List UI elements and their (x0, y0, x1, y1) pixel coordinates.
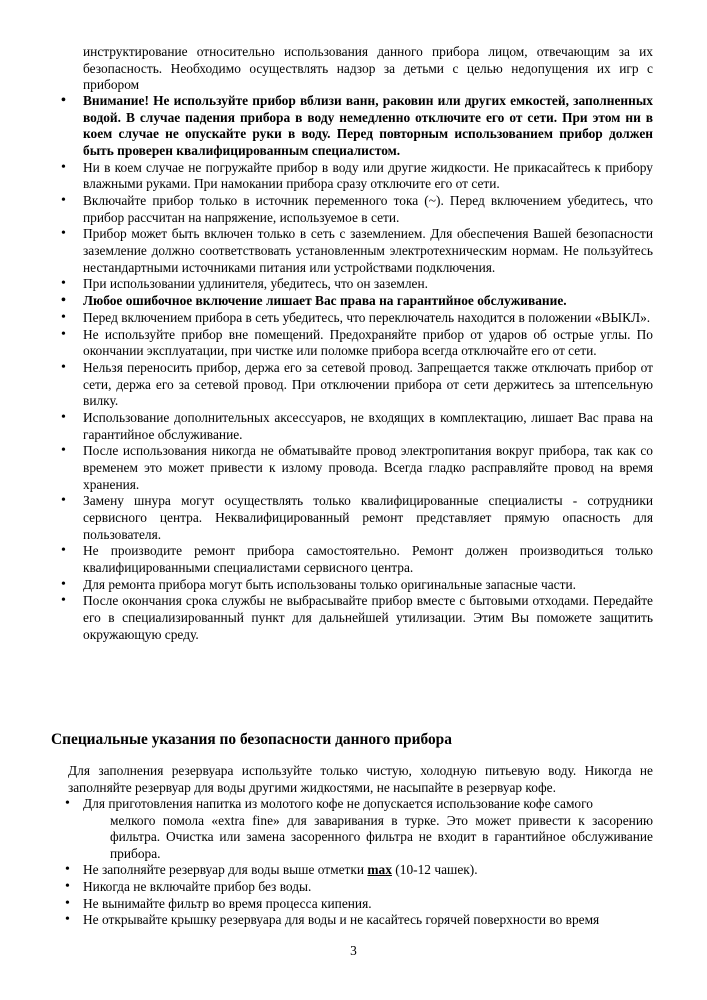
safety-list (83, 93, 653, 643)
list-item-lid: • Не открывайте крышку резервуара для воды и не касайтесь горячей поверхности во время (83, 912, 653, 929)
max-mark: max (367, 862, 392, 878)
list-item: • Ни в коем случае не погружайте прибор в воду или другие жидкости. Не прикасайтесь к прибору влажными руками. При намокании прибора сразу отключите его от сети. (83, 160, 653, 193)
fill-text-after: (10-12 чашек). (391, 862, 478, 878)
list-item: • Прибор может быть включен только в сеть с заземлением. Для обеспечения Вашей безопасности заземление должно соответствовать установленным электротехническим нормам. Не пользуйтесь нестандартными источниками питания или устройствами подключения. (83, 226, 653, 276)
list-item-no-water: • Никогда не включайте прибор без воды. (83, 879, 653, 896)
list-item: • После окончания срока службы не выбрасывайте прибор вместе с бытовыми отходами. Передайте его в специализированный пункт для дальнейшей утилизации. Этим Вы поможете защитить окружающую среду. (83, 593, 653, 643)
list-item: • Внимание! Не используйте прибор вблизи ванн, раковин или других емкостей, заполненных водой. В случае падения прибора в воду немедленно отключите его от сети. При этом ни в коем случае не опускайте руки в воду. Перед повторным использованием прибор должен быть проверен квалифицированным специалистом. (83, 93, 653, 159)
coffee-line-first: • Для приготовления напитка из молотого кофе не допускается использование кофе самого (83, 796, 593, 811)
list-item: • Перед включением прибора в сеть убедитесь, что переключатель находится в положении «ВЫКЛ». (83, 310, 653, 327)
section-heading: Специальные указания по безопасности данного прибора (51, 731, 452, 748)
section-intro-paragraph: Для заполнения резервуара используйте только чистую, холодную питьевую воду. Никогда не заполняйте резервуар для воды другими жидкостями, не насыпайте в резервуар кофе. (68, 763, 653, 795)
list-item: • Использование дополнительных аксессуаров, не входящих в комплектацию, лишает Вас права на гарантийное обслуживание. (83, 410, 653, 443)
list-item: • Нельзя переносить прибор, держа его за сетевой провод. Запрещается также отключать прибор от сети, держа его за сетевой провод. При отключении прибора от сети держитесь за штепсельную вилку. (83, 360, 653, 410)
list-item: • Не производите ремонт прибора самостоятельно. Ремонт должен производиться только квалифицированными специалистами сервисного центра. (83, 543, 653, 576)
list-item-coffee (83, 796, 653, 862)
list-item: • Не используйте прибор вне помещений. Предохраняйте прибор от ударов об острые углы. По окончании эксплуатации, при чистке или поломке прибора всегда отключайте его от сети. (83, 327, 653, 360)
coffee-line-rest: мелкого помола «extra fine» для заваривания в турке. Это может привести к засорению фильтра. Очистка или замена засоренного фильтра не входит в гарантийное обслуживание прибора. (110, 812, 653, 861)
list-item-filter: • Не вынимайте фильтр во время процесса кипения. (83, 896, 653, 913)
special-instructions-list (83, 796, 653, 929)
fill-text-before: Не заполняйте резервуар для воды выше отметки (83, 862, 368, 878)
list-item: • Замену шнура могут осуществлять только квалифицированные специалисты - сотрудники сервисного центра. Неквалифицированный ремонт представляет прямую опасность для пользователя. (83, 493, 653, 543)
page-number: 3 (350, 943, 357, 958)
list-item: • Для ремонта прибора могут быть использованы только оригинальные запасные части. (83, 577, 653, 594)
list-item: • При использовании удлинителя, убедитесь, что он заземлен. (83, 276, 653, 293)
continuation-paragraph: инструктирование относительно использования данного прибора лицом, отвечающим за их безопасность. Необходимо осуществлять надзор за детьми с целью недопущения их игр с прибором (83, 44, 653, 93)
list-item-fill-mark (83, 862, 653, 879)
list-item: • После использования никогда не обматывайте провод электропитания вокруг прибора, так как со временем это может привести к излому провода. Всегда гладко расправляйте провод на время хранения. (83, 443, 653, 493)
list-item: • Включайте прибор только в источник переменного тока (~). Перед включением убедитесь, что прибор рассчитан на напряжение, используемое в сети. (83, 193, 653, 226)
list-item: • Любое ошибочное включение лишает Вас права на гарантийное обслуживание. (83, 293, 653, 310)
